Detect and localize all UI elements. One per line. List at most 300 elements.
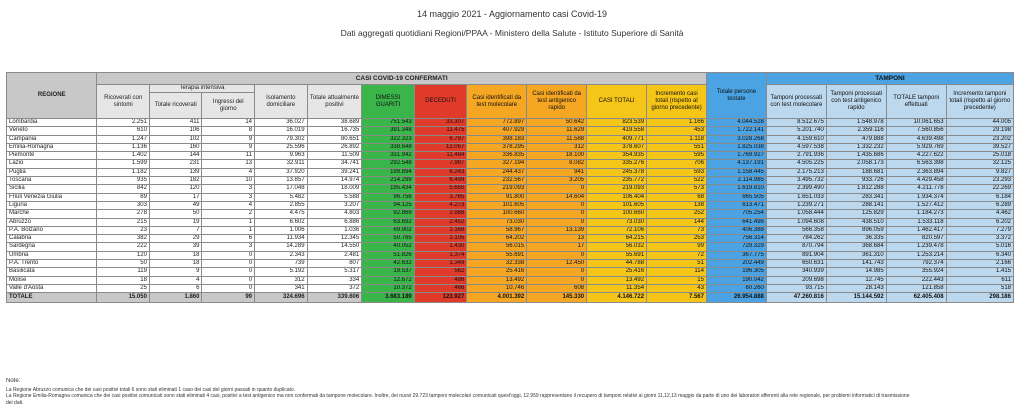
totale-ricoverati-cell: 7 — [149, 226, 202, 234]
ingressi-cell: 1 — [202, 226, 255, 234]
casi-antigenico-cell: 0 — [527, 210, 587, 218]
casi-totali-cell: 25.416 — [587, 268, 647, 276]
totale-ricoverati-cell: 18 — [149, 260, 202, 268]
ingressi-cell: 6 — [202, 235, 255, 243]
tamponi-molecolare-cell: 1.058.444 — [766, 210, 826, 218]
casi-antigenico-cell: 3.205 — [527, 177, 587, 185]
casi-antigenico-cell: 0 — [527, 201, 587, 209]
ricoverati-cell: 25 — [97, 284, 150, 292]
tamponi-totale-cell: 4.227.622 — [886, 152, 946, 160]
casi-molecolare-cell: 244.437 — [467, 168, 527, 176]
totale-ricoverati-cell: 120 — [149, 185, 202, 193]
incremento-casi-cell: 453 — [647, 127, 707, 135]
incremento-tamponi-cell: 3.372 — [946, 235, 1013, 243]
table-row — [7, 243, 1014, 251]
incremento-tamponi-cell: 6.340 — [946, 251, 1013, 259]
incremento-casi-cell: 7.567 — [647, 293, 707, 303]
ingressi-cell: 9 — [202, 135, 255, 143]
table-row — [7, 235, 1014, 243]
isolamento-cell: 37.920 — [255, 168, 308, 176]
region-cell: Sicilia — [7, 185, 97, 193]
casi-totali-cell: 100.660 — [587, 210, 647, 218]
casi-antigenico-cell: 0 — [527, 268, 587, 276]
attualmente-positivi-cell: 18.009 — [307, 185, 362, 193]
tamponi-antigenico-cell: 14.985 — [826, 268, 886, 276]
casi-molecolare-cell: 4.001.392 — [467, 293, 527, 303]
tamponi-antigenico-cell: 368.684 — [826, 243, 886, 251]
dimessi-cell: 292.548 — [362, 160, 415, 168]
dimessi-cell: 92.869 — [362, 210, 415, 218]
region-cell: Umbria — [7, 251, 97, 259]
incremento-casi-cell: 573 — [647, 185, 707, 193]
ricoverati-cell: 89 — [97, 193, 150, 201]
region-cell: Puglia — [7, 168, 97, 176]
incremento-tamponi-cell: 6.289 — [946, 201, 1013, 209]
ingressi-cell: 0 — [202, 268, 255, 276]
table-row — [7, 143, 1014, 151]
notes-title: Note: — [6, 378, 21, 384]
casi-molecolare-cell: 32.338 — [467, 260, 527, 268]
attualmente-positivi-cell: 5.317 — [307, 268, 362, 276]
casi-molecolare-cell: 398.183 — [467, 135, 527, 143]
deceduti-cell: 4.273 — [414, 201, 467, 209]
incremento-casi-cell: 252 — [647, 210, 707, 218]
tamponi-totale-cell: 2.363.894 — [886, 168, 946, 176]
persone-testate-cell: 4.137.191 — [706, 160, 766, 168]
totale-ricoverati-cell: 411 — [149, 119, 202, 127]
table-row — [7, 268, 1014, 276]
tamponi-totale-cell: 5.929.769 — [886, 143, 946, 151]
tamponi-antigenico-cell: 933.726 — [826, 177, 886, 185]
persone-testate-cell: 756.314 — [706, 235, 766, 243]
totale-ricoverati-cell: 9 — [149, 268, 202, 276]
region-cell: Veneto — [7, 127, 97, 135]
incremento-tamponi-cell: 22.269 — [946, 185, 1013, 193]
region-cell: Calabria — [7, 235, 97, 243]
dimessi-cell: 3.683.189 — [362, 293, 415, 303]
dimessi-cell: 322.323 — [362, 135, 415, 143]
attualmente-positivi-cell: 2.481 — [307, 251, 362, 259]
tamponi-molecolare-cell: 2.175.213 — [766, 168, 826, 176]
incremento-casi-cell: 253 — [647, 235, 707, 243]
region-cell: Toscana — [7, 177, 97, 185]
isolamento-cell: 79.302 — [255, 135, 308, 143]
casi-molecolare-cell: 55.691 — [467, 251, 527, 259]
tamponi-antigenico-cell: 283.341 — [826, 193, 886, 201]
tamponi-totale-cell: 7.560.856 — [886, 127, 946, 135]
table-row — [7, 135, 1014, 143]
totale-ricoverati-cell: 231 — [149, 160, 202, 168]
attualmente-positivi-cell: 11.509 — [307, 152, 362, 160]
tamponi-molecolare-cell: 209.698 — [766, 276, 826, 284]
incremento-casi-cell: 522 — [647, 177, 707, 185]
casi-antigenico-cell: 12.450 — [527, 260, 587, 268]
casi-molecolare-cell: 407.929 — [467, 127, 527, 135]
persone-testate-cell: 406.388 — [706, 226, 766, 234]
page-title: 14 maggio 2021 - Aggiornamento casi Covid-19 — [416, 9, 608, 19]
attualmente-positivi-cell: 4.803 — [307, 210, 362, 218]
attualmente-positivi-cell: 5.588 — [307, 193, 362, 201]
table-row — [7, 127, 1014, 135]
attualmente-positivi-cell: 372 — [307, 284, 362, 292]
dimessi-cell: 51.826 — [362, 251, 415, 259]
persone-testate-cell: 2.114.985 — [706, 177, 766, 185]
tamponi-molecolare-cell: 1.239.271 — [766, 201, 826, 209]
casi-antigenico-cell: 941 — [527, 168, 587, 176]
tamponi-totale-cell: 10.061.653 — [886, 119, 946, 127]
dimessi-cell: 42.632 — [362, 260, 415, 268]
attualmente-positivi-cell: 38.689 — [307, 119, 362, 127]
totale-ricoverati-cell: 182 — [149, 177, 202, 185]
col-header-isolamento: Isolamento domiciliare — [255, 85, 308, 119]
ingressi-cell: 3 — [202, 185, 255, 193]
persone-testate-cell: 613.471 — [706, 201, 766, 209]
table-row — [7, 193, 1014, 201]
tamponi-molecolare-cell: 8.512.675 — [766, 119, 826, 127]
ingressi-cell: 14 — [202, 119, 255, 127]
table-row — [7, 185, 1014, 193]
incremento-tamponi-cell: 32.125 — [946, 160, 1013, 168]
tamponi-molecolare-cell: 1.651.033 — [766, 193, 826, 201]
incremento-casi-cell: 1.166 — [647, 119, 707, 127]
persone-testate-cell: 641.498 — [706, 218, 766, 226]
casi-molecolare-cell: 13.492 — [467, 276, 527, 284]
tamponi-totale-cell: 1.533.118 — [886, 218, 946, 226]
tamponi-totale-cell: 1.934.374 — [886, 193, 946, 201]
deceduti-cell: 1.374 — [414, 251, 467, 259]
attualmente-positivi-cell: 339.606 — [307, 293, 362, 303]
tamponi-molecolare-cell: 650.631 — [766, 260, 826, 268]
incremento-casi-cell: 68 — [647, 193, 707, 201]
persone-testate-cell: 3.028.268 — [706, 135, 766, 143]
casi-antigenico-cell: 13.139 — [527, 226, 587, 234]
totale-ricoverati-cell: 160 — [149, 143, 202, 151]
isolamento-cell: 5.482 — [255, 193, 308, 201]
dimessi-cell: 19.537 — [362, 268, 415, 276]
casi-totali-cell: 44.788 — [587, 260, 647, 268]
isolamento-cell: 13.857 — [255, 177, 308, 185]
casi-totali-cell: 4.146.722 — [587, 293, 647, 303]
totale-ricoverati-cell: 6 — [149, 284, 202, 292]
casi-molecolare-cell: 56.015 — [467, 243, 527, 251]
incremento-casi-cell: 144 — [647, 218, 707, 226]
tamponi-totale-cell: 1.184.273 — [886, 210, 946, 218]
tamponi-molecolare-cell: 5.201.740 — [766, 127, 826, 135]
dimessi-cell: 199.894 — [362, 168, 415, 176]
casi-antigenico-cell: 145.330 — [527, 293, 587, 303]
totale-ricoverati-cell: 102 — [149, 135, 202, 143]
region-cell: Abruzzo — [7, 218, 97, 226]
region-cell: Liguria — [7, 201, 97, 209]
ricoverati-cell: 278 — [97, 210, 150, 218]
ricoverati-cell: 18 — [97, 276, 150, 284]
casi-antigenico-cell: 0 — [527, 185, 587, 193]
totale-ricoverati-cell: 50 — [149, 210, 202, 218]
tamponi-antigenico-cell: 12.745 — [826, 276, 886, 284]
casi-molecolare-cell: 336.835 — [467, 152, 527, 160]
casi-totali-cell: 13.492 — [587, 276, 647, 284]
persone-testate-cell: 665.505 — [706, 193, 766, 201]
page-subtitle: Dati aggregati quotidiani Regioni/PPAA - Ministero della Salute - Istituto Superiore di Sanità — [340, 28, 684, 38]
deceduti-cell: 1.430 — [414, 243, 467, 251]
incremento-tamponi-cell: 25.018 — [946, 152, 1013, 160]
casi-antigenico-cell: 0 — [527, 251, 587, 259]
tamponi-antigenico-cell: 896.059 — [826, 226, 886, 234]
dimessi-cell: 63.692 — [362, 218, 415, 226]
tamponi-antigenico-cell: 125.829 — [826, 210, 886, 218]
isolamento-cell: 5.192 — [255, 268, 308, 276]
deceduti-cell: 123.927 — [414, 293, 467, 303]
ricoverati-cell: 935 — [97, 177, 150, 185]
table-row — [7, 276, 1014, 284]
dimessi-cell: 12.672 — [362, 276, 415, 284]
incremento-casi-cell: 72 — [647, 251, 707, 259]
tamponi-molecolare-cell: 4.597.538 — [766, 143, 826, 151]
casi-antigenico-cell: 11.588 — [527, 135, 587, 143]
totale-ricoverati-cell: 29 — [149, 235, 202, 243]
tamponi-totale-cell: 4.639.498 — [886, 135, 946, 143]
attualmente-positivi-cell: 14.974 — [307, 177, 362, 185]
col-header-ingressi: Ingressi del giorno — [202, 93, 255, 119]
table-row — [7, 152, 1014, 160]
casi-antigenico-cell: 0 — [527, 276, 587, 284]
incremento-casi-cell: 1.118 — [647, 135, 707, 143]
attualmente-positivi-cell: 26.892 — [307, 143, 362, 151]
tamponi-molecolare-cell: 340.939 — [766, 268, 826, 276]
tamponi-antigenico-cell: 2.058.173 — [826, 160, 886, 168]
totale-ricoverati-cell: 18 — [149, 251, 202, 259]
tamponi-antigenico-cell: 141.743 — [826, 260, 886, 268]
totale-ricoverati-cell: 139 — [149, 168, 202, 176]
casi-antigenico-cell: 8.082 — [527, 160, 587, 168]
region-cell: P.A. Trento — [7, 260, 97, 268]
table-row — [7, 160, 1014, 168]
incremento-casi-cell: 73 — [647, 226, 707, 234]
region-cell: Friuli Venezia Giulia — [7, 193, 97, 201]
incremento-tamponi-cell: 5.016 — [946, 243, 1013, 251]
dimessi-cell: 338.648 — [362, 143, 415, 151]
attualmente-positivi-cell: 334 — [307, 276, 362, 284]
totale-ricoverati-cell: 4 — [149, 276, 202, 284]
notes-line: La Regione Abruzzo comunica che dei casi positivi totali 6 sono stati eliminati 1 caso dei casi del giorni passati in quanto duplicato. — [6, 386, 296, 393]
dimessi-cell: 331.942 — [362, 152, 415, 160]
tamponi-molecolare-cell: 2.791.936 — [766, 152, 826, 160]
region-cell: Emilia-Romagna — [7, 143, 97, 151]
casi-totali-cell: 335.276 — [587, 160, 647, 168]
ricoverati-cell: 842 — [97, 185, 150, 193]
casi-molecolare-cell: 219.093 — [467, 185, 527, 193]
region-cell: Lazio — [7, 160, 97, 168]
casi-antigenico-cell: 312 — [527, 143, 587, 151]
ricoverati-cell: 222 — [97, 243, 150, 251]
casi-molecolare-cell: 64.202 — [467, 235, 527, 243]
deceduti-cell: 466 — [414, 284, 467, 292]
tamponi-molecolare-cell: 3.495.732 — [766, 177, 826, 185]
tamponi-antigenico-cell: 2.359.116 — [826, 127, 886, 135]
table-row — [7, 177, 1014, 185]
region-cell: Campania — [7, 135, 97, 143]
persone-testate-cell: 1.769.927 — [706, 152, 766, 160]
ricoverati-cell: 23 — [97, 226, 150, 234]
casi-molecolare-cell: 232.567 — [467, 177, 527, 185]
casi-totali-cell: 56.032 — [587, 243, 647, 251]
incremento-casi-cell: 114 — [647, 268, 707, 276]
notes-section — [6, 378, 1016, 406]
incremento-tamponi-cell: 44.005 — [946, 119, 1013, 127]
ricoverati-cell: 119 — [97, 268, 150, 276]
deceduti-cell: 1.105 — [414, 235, 467, 243]
tamponi-totale-cell: 355.924 — [886, 268, 946, 276]
tamponi-totale-cell: 4.211.778 — [886, 185, 946, 193]
deceduti-cell: 6.499 — [414, 177, 467, 185]
attualmente-positivi-cell: 80.651 — [307, 135, 362, 143]
col-header-tamponi-antigenico: Tamponi processati con test antigenico rapido — [826, 85, 886, 119]
attualmente-positivi-cell: 6.886 — [307, 218, 362, 226]
dimessi-cell: 50.765 — [362, 235, 415, 243]
casi-molecolare-cell: 91.800 — [467, 193, 527, 201]
isolamento-cell: 2.855 — [255, 201, 308, 209]
region-cell: Piemonte — [7, 152, 97, 160]
incremento-tamponi-cell: 6.202 — [946, 218, 1013, 226]
casi-totali-cell: 72.106 — [587, 226, 647, 234]
incremento-tamponi-cell: 518 — [946, 284, 1013, 292]
tamponi-totale-cell: 820.597 — [886, 235, 946, 243]
persone-testate-cell: 1.722.141 — [706, 127, 766, 135]
casi-molecolare-cell: 378.295 — [467, 143, 527, 151]
ingressi-cell: 0 — [202, 276, 255, 284]
deceduti-cell: 5.650 — [414, 185, 467, 193]
casi-totali-cell: 419.558 — [587, 127, 647, 135]
casi-totali-cell: 101.605 — [587, 201, 647, 209]
ricoverati-cell: 2.251 — [97, 119, 150, 127]
incremento-tamponi-cell: 9.827 — [946, 168, 1013, 176]
dimessi-cell: 195.434 — [362, 185, 415, 193]
incremento-tamponi-cell: 298.186 — [946, 293, 1013, 303]
casi-molecolare-cell: 101.605 — [467, 201, 527, 209]
isolamento-cell: 1.006 — [255, 226, 308, 234]
region-cell: Molise — [7, 276, 97, 284]
casi-totali-cell: 245.378 — [587, 168, 647, 176]
casi-totali-cell: 378.607 — [587, 143, 647, 151]
tamponi-totale-cell: 222.443 — [886, 276, 946, 284]
deceduti-cell: 33.307 — [414, 119, 467, 127]
incremento-casi-cell: 138 — [647, 201, 707, 209]
incremento-casi-cell: 706 — [647, 160, 707, 168]
isolamento-cell: 11.934 — [255, 235, 308, 243]
incremento-casi-cell: 593 — [647, 168, 707, 176]
tamponi-molecolare-cell: 4.505.225 — [766, 160, 826, 168]
deceduti-cell: 7.987 — [414, 160, 467, 168]
table-row — [7, 168, 1014, 176]
ingressi-cell: 9 — [202, 143, 255, 151]
incremento-casi-cell: 51 — [647, 260, 707, 268]
incremento-tamponi-cell: 23.202 — [946, 135, 1013, 143]
dimessi-cell: 40.052 — [362, 243, 415, 251]
region-cell: Basilicata — [7, 268, 97, 276]
tamponi-molecolare-cell: 1.094.608 — [766, 218, 826, 226]
ingressi-cell: 10 — [202, 177, 255, 185]
casi-totali-cell: 73.030 — [587, 218, 647, 226]
incremento-tamponi-cell: 23.293 — [946, 177, 1013, 185]
casi-molecolare-cell: 100.660 — [467, 210, 527, 218]
casi-totali-cell: 64.215 — [587, 235, 647, 243]
attualmente-positivi-cell: 39.241 — [307, 168, 362, 176]
ricoverati-cell: 1.247 — [97, 135, 150, 143]
deceduti-cell: 2.988 — [414, 210, 467, 218]
ricoverati-cell: 1.599 — [97, 160, 150, 168]
ingressi-cell: 1 — [202, 218, 255, 226]
ricoverati-cell: 15.050 — [97, 293, 150, 303]
col-header-deceduti: DECEDUTI — [414, 85, 467, 119]
ricoverati-cell: 215 — [97, 218, 150, 226]
ingressi-cell: 0 — [202, 260, 255, 268]
incremento-casi-cell: 15 — [647, 276, 707, 284]
deceduti-cell: 3.765 — [414, 193, 467, 201]
casi-antigenico-cell: 50.642 — [527, 119, 587, 127]
col-header-incremento-casi: Incremento casi totali (rispetto al giorno precedente) — [647, 85, 707, 119]
tamponi-antigenico-cell: 1.812.288 — [826, 185, 886, 193]
incremento-casi-cell: 99 — [647, 243, 707, 251]
casi-totali-cell: 409.771 — [587, 135, 647, 143]
ricoverati-cell: 303 — [97, 201, 150, 209]
attualmente-positivi-cell: 1.036 — [307, 226, 362, 234]
region-cell: Valle d'Aosta — [7, 284, 97, 292]
covid-table — [6, 72, 1014, 303]
persone-testate-cell: 1.619.810 — [706, 185, 766, 193]
casi-totali-cell: 354.935 — [587, 152, 647, 160]
deceduti-cell: 486 — [414, 276, 467, 284]
isolamento-cell: 4.475 — [255, 210, 308, 218]
isolamento-cell: 25.596 — [255, 143, 308, 151]
totale-ricoverati-cell: 17 — [149, 193, 202, 201]
incremento-tamponi-cell: 39.527 — [946, 143, 1013, 151]
tamponi-antigenico-cell: 36.335 — [826, 235, 886, 243]
casi-antigenico-cell: 608 — [527, 284, 587, 292]
attualmente-positivi-cell: 12.345 — [307, 235, 362, 243]
incremento-tamponi-cell: 4.462 — [946, 210, 1013, 218]
ingressi-cell: 3 — [202, 193, 255, 201]
tamponi-totale-cell: 4.429.458 — [886, 177, 946, 185]
tamponi-antigenico-cell: 288.141 — [826, 201, 886, 209]
group-header-terapia: Terapia intensiva — [149, 85, 254, 93]
tamponi-totale-cell: 1.527.412 — [886, 201, 946, 209]
table-row — [7, 218, 1014, 226]
casi-antigenico-cell: 0 — [527, 218, 587, 226]
notes-line: dei dati. — [6, 399, 24, 406]
isolamento-cell: 9.963 — [255, 152, 308, 160]
deceduti-cell: 6.243 — [414, 168, 467, 176]
region-cell: P.A. Bolzano — [7, 226, 97, 234]
region-cell: Marche — [7, 210, 97, 218]
persone-testate-cell: 367.775 — [706, 251, 766, 259]
incremento-casi-cell: 595 — [647, 152, 707, 160]
table-row — [7, 284, 1014, 292]
ricoverati-cell: 382 — [97, 235, 150, 243]
casi-molecolare-cell: 772.897 — [467, 119, 527, 127]
tamponi-molecolare-cell: 784.262 — [766, 235, 826, 243]
attualmente-positivi-cell: 34.741 — [307, 160, 362, 168]
isolamento-cell: 2.343 — [255, 251, 308, 259]
dimessi-cell: 10.372 — [362, 284, 415, 292]
tamponi-molecolare-cell: 93.715 — [766, 284, 826, 292]
col-header-casi-molecolare: Casi identificati da test molecolare — [467, 85, 527, 119]
tamponi-totale-cell: 1.239.478 — [886, 243, 946, 251]
dimessi-cell: 69.902 — [362, 226, 415, 234]
tamponi-totale-cell: 1.253.214 — [886, 251, 946, 259]
table-row — [7, 251, 1014, 259]
tamponi-antigenico-cell: 1.332.232 — [826, 143, 886, 151]
casi-molecolare-cell: 327.194 — [467, 160, 527, 168]
